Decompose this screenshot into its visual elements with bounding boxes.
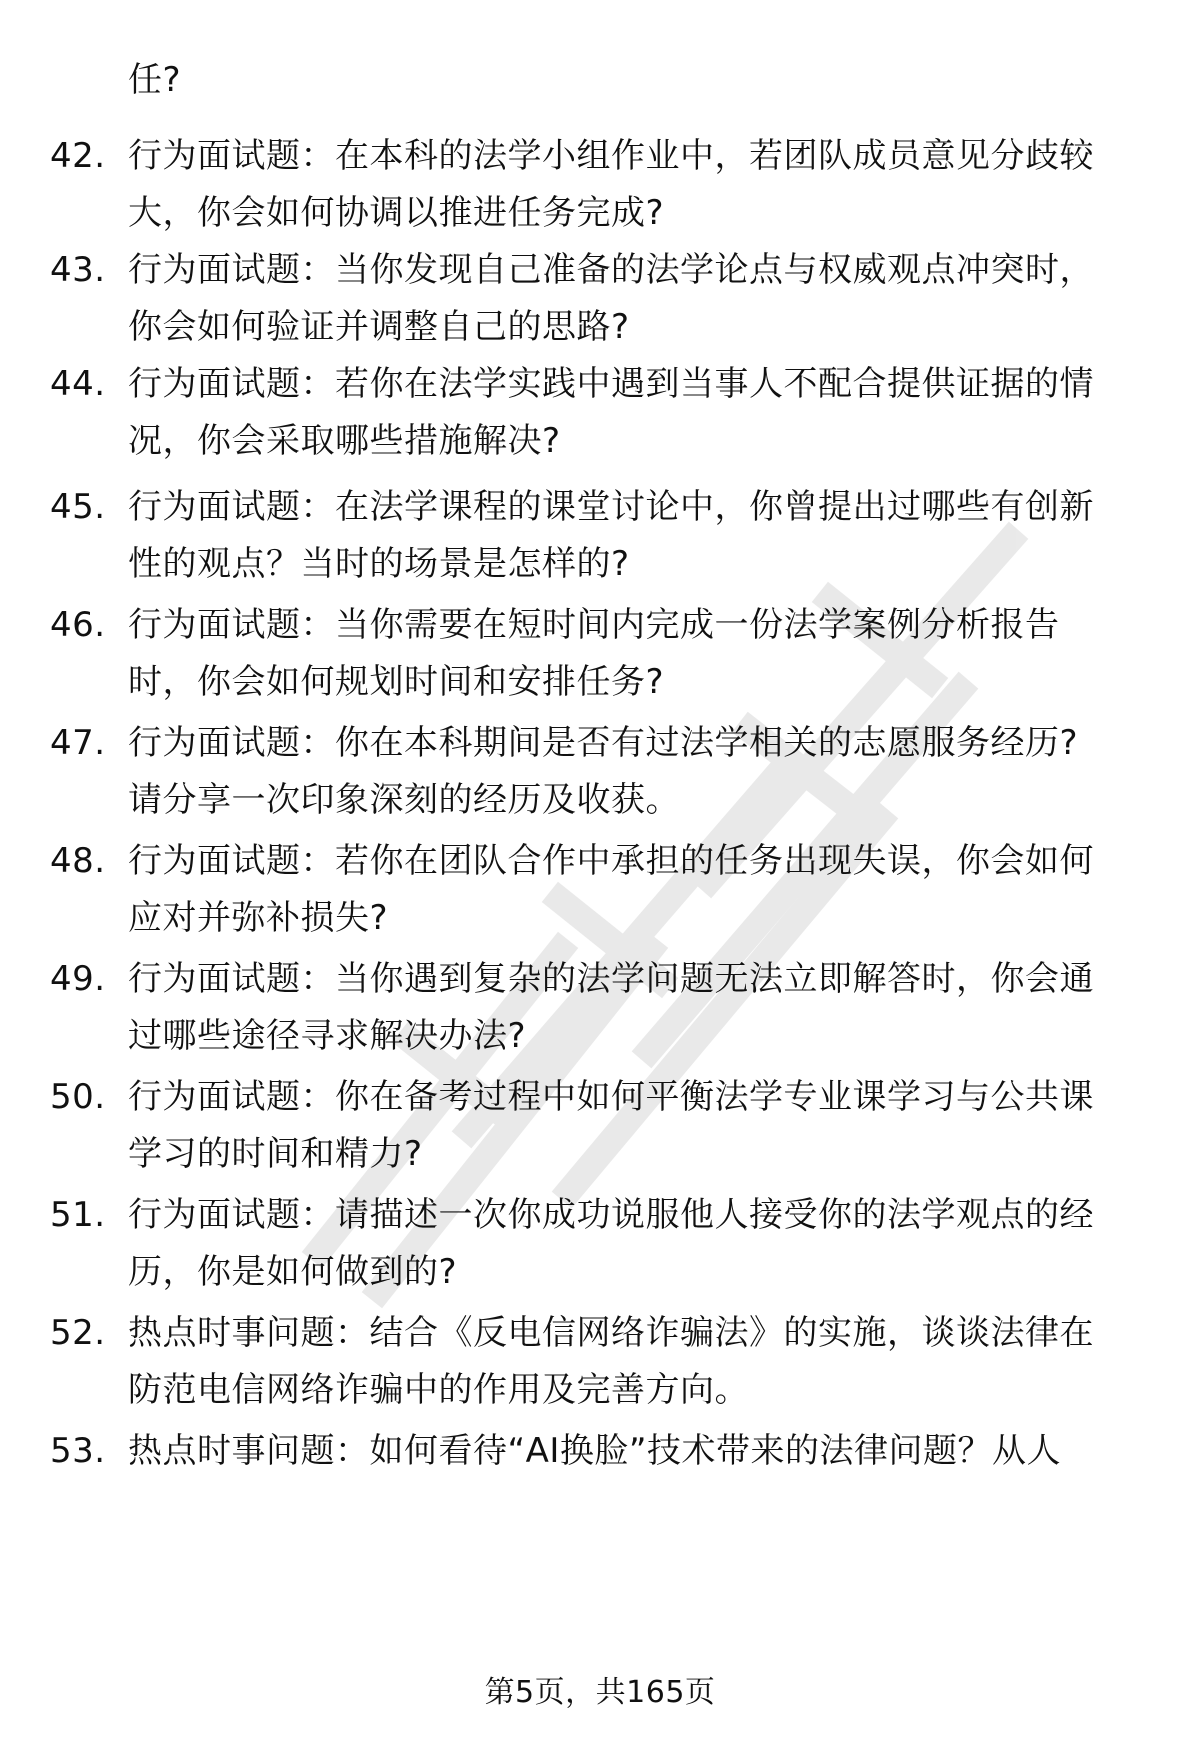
- question-number: 52.: [50, 1313, 106, 1353]
- question-number: 53.: [50, 1431, 106, 1471]
- question-number: 48.: [50, 841, 106, 881]
- question-number: 46.: [50, 605, 106, 645]
- page-footer: 第5页，共165页: [484, 1675, 716, 1710]
- question-line: 你会如何验证并调整自己的思路?: [128, 307, 630, 347]
- question-line: 性的观点？当时的场景是怎样的?: [128, 544, 630, 584]
- question-item-49: [0, 951, 1200, 1071]
- question-line: 学习的时间和精力?: [128, 1134, 423, 1174]
- question-item-42: [0, 128, 1200, 248]
- question-text: [128, 951, 1138, 1065]
- question-text: [128, 833, 1138, 947]
- question-line: 行为面试题：若你在团队合作中承担的任务出现失误，你会如何: [128, 841, 1094, 881]
- question-line: 应对并弥补损失?: [128, 898, 389, 938]
- question-line: 况，你会采取哪些措施解决?: [128, 421, 561, 461]
- question-line: 行为面试题：在本科的法学小组作业中，若团队成员意见分歧较: [128, 136, 1094, 176]
- question-text: [128, 1069, 1138, 1183]
- question-number: 51.: [50, 1195, 106, 1235]
- question-text: [128, 597, 1138, 711]
- question-text: [128, 1423, 1138, 1480]
- question-number: 47.: [50, 723, 106, 763]
- question-line: 防范电信网络诈骗中的作用及完善方向。: [128, 1370, 749, 1410]
- question-item-50: [0, 1069, 1200, 1189]
- question-text: [128, 479, 1138, 593]
- question-text: [128, 242, 1138, 356]
- question-text: [128, 715, 1138, 829]
- continuation-text: 任?: [128, 60, 182, 100]
- question-line: 行为面试题：当你需要在短时间内完成一份法学案例分析报告: [128, 605, 1060, 645]
- question-item-53: [0, 1423, 1200, 1543]
- question-line: 过哪些途径寻求解决办法?: [128, 1016, 527, 1056]
- question-item-47: [0, 715, 1200, 835]
- question-text: [128, 356, 1138, 470]
- question-line: 行为面试题：当你遇到复杂的法学问题无法立即解答时，你会通: [128, 959, 1094, 999]
- question-number: 44.: [50, 364, 106, 404]
- question-number: 45.: [50, 487, 106, 527]
- question-item-43: [0, 242, 1200, 362]
- question-number: 49.: [50, 959, 106, 999]
- question-item-44: [0, 356, 1200, 476]
- question-item-46: [0, 597, 1200, 717]
- question-line: 行为面试题：在法学课程的课堂讨论中，你曾提出过哪些有创新: [128, 487, 1094, 527]
- question-line: 时，你会如何规划时间和安排任务?: [128, 662, 665, 702]
- question-line: 行为面试题：你在本科期间是否有过法学相关的志愿服务经历?: [128, 723, 1079, 763]
- question-line: 请分享一次印象深刻的经历及收获。: [128, 780, 680, 820]
- question-item-45: [0, 479, 1200, 599]
- question-line: 历，你是如何做到的?: [128, 1252, 458, 1292]
- question-item-52: [0, 1305, 1200, 1425]
- question-line: 大，你会如何协调以推进任务完成?: [128, 193, 665, 233]
- question-number: 43.: [50, 250, 106, 290]
- question-line: 热点时事问题：如何看待“AI换脸”技术带来的法律问题？从人: [128, 1431, 1062, 1471]
- question-text: [128, 1305, 1138, 1419]
- question-item-51: [0, 1187, 1200, 1307]
- question-line: 行为面试题：若你在法学实践中遇到当事人不配合提供证据的情: [128, 364, 1094, 404]
- question-item-48: [0, 833, 1200, 953]
- question-line: 行为面试题：你在备考过程中如何平衡法学专业课学习与公共课: [128, 1077, 1094, 1117]
- question-text: [128, 128, 1138, 242]
- question-number: 50.: [50, 1077, 106, 1117]
- question-line: 热点时事问题：结合《反电信网络诈骗法》的实施，谈谈法律在: [128, 1313, 1094, 1353]
- question-line: 行为面试题：请描述一次你成功说服他人接受你的法学观点的经: [128, 1195, 1094, 1235]
- question-text: [128, 1187, 1138, 1301]
- question-line: 行为面试题：当你发现自己准备的法学论点与权威观点冲突时，: [128, 250, 1094, 290]
- question-number: 42.: [50, 136, 106, 176]
